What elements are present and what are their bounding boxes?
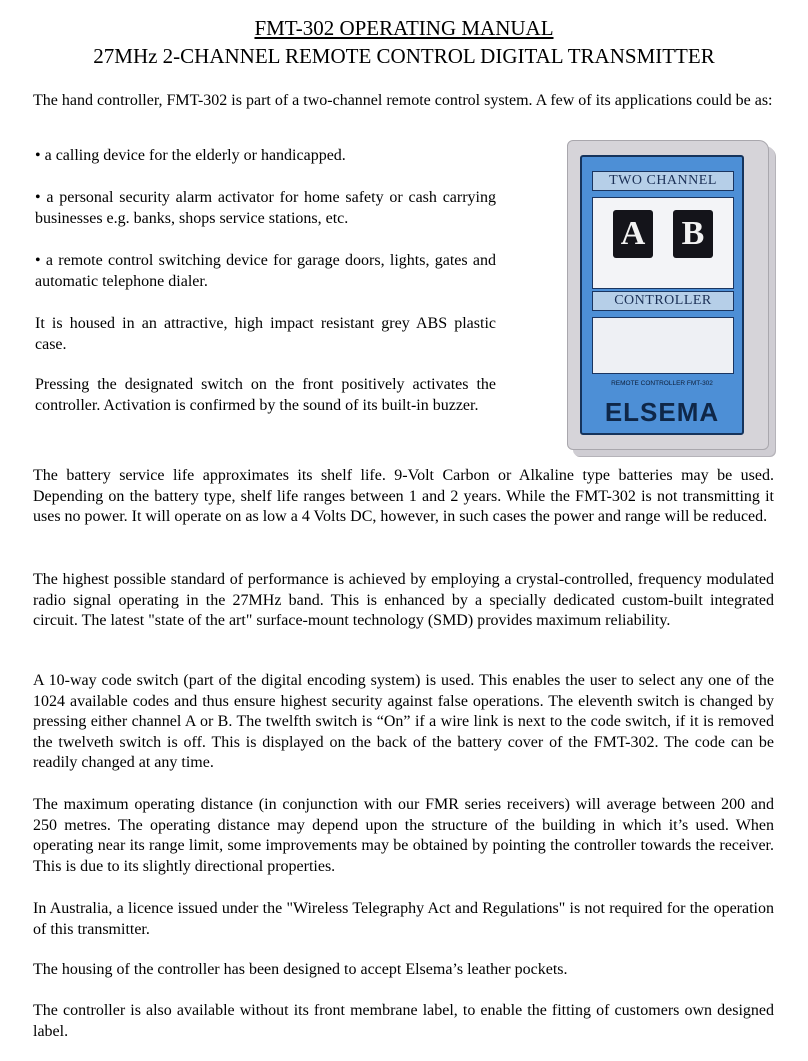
manual-subtitle: 27MHz 2-CHANNEL REMOTE CONTROL DIGITAL TRANSMITTER bbox=[93, 44, 715, 68]
distance-paragraph: The maximum operating distance (in conjunction with our FMR series receivers) will average between 200 and 250 metres. The operating distance may depend upon the structure of the building in which it’s used. When operating near its range limit, some improvements may be obtained by pointing the controller towards the receiver. This is due to its slightly directional properties. bbox=[33, 796, 774, 875]
housing-paragraph: It is housed in an attractive, high impact resistant grey ABS plastic case. bbox=[35, 315, 496, 353]
remote-case bbox=[567, 140, 769, 450]
remote-model-text: REMOTE CONTROLLER FMT-302 bbox=[611, 380, 713, 387]
intro-paragraph: The hand controller, FMT-302 is part of a two-channel remote control system. A few of its applications could be as: bbox=[33, 92, 773, 109]
remote-mid-label: CONTROLLER bbox=[592, 291, 734, 311]
remote-blank-panel bbox=[592, 317, 734, 374]
bullet-item-switching: • a remote control switching device for garage doors, lights, gates and automatic telephone dialer. bbox=[35, 252, 496, 290]
remote-key-b: B bbox=[673, 210, 713, 258]
code-switch-paragraph: A 10-way code switch (part of the digital encoding system) is used. This enables the user to select any one of the 1024 available codes and thus ensure highest security against false operations. The eleventh switch is changed by pressing either channel A or B. The twelfth switch is “On” if a wire link is next to the code switch, if it is removed the twelveth switch is off. This is displayed on the back of the battery cover of the FMT-302. The code can be readily changed at any time. bbox=[33, 672, 774, 772]
remote-brand-logo: ELSEMA bbox=[604, 397, 720, 427]
activation-paragraph: Pressing the designated switch on the front positively activates the controller. Activation is confirmed by the sound of its built-in buzzer. bbox=[35, 376, 496, 414]
pockets-paragraph: The housing of the controller has been designed to accept Elsema’s leather pockets. bbox=[33, 961, 568, 978]
performance-paragraph: The highest possible standard of performance is achieved by employing a crystal-controlled, frequency modulated radio signal operating in the 27MHz band. This is enhanced by a specially dedicated custom-built integrated circuit. The latest "state of the art" surface-mount technology (SMD) provides maximum reliability. bbox=[33, 571, 774, 630]
bullet-item-calling: • a calling device for the elderly or handicapped. bbox=[35, 147, 346, 164]
remote-control-illustration bbox=[567, 140, 777, 455]
remote-keypad bbox=[592, 197, 734, 289]
manual-title: FMT-302 OPERATING MANUAL bbox=[254, 16, 554, 40]
battery-paragraph: The battery service life approximates its shelf life. 9-Volt Carbon or Alkaline type batteries may be used. Depending on the battery type, shelf life ranges between 1 and 2 years. While the FMT-302 is not transmitting it uses no power. It will operate on as low a 4 Volts DC, however, in such cases the power and range will be reduced. bbox=[33, 467, 774, 526]
membrane-paragraph: The controller is also available without its front membrane label, to enable the fitting of customers own designed label. bbox=[33, 1002, 774, 1040]
remote-face-label bbox=[580, 155, 744, 435]
licence-paragraph: In Australia, a licence issued under the "Wireless Telegraphy Act and Regulations" is not required for the operation of this transmitter. bbox=[33, 900, 774, 938]
remote-top-label: TWO CHANNEL bbox=[592, 171, 734, 191]
bullet-item-security: • a personal security alarm activator for home safety or cash carrying businesses e.g. banks, shops service stations, etc. bbox=[35, 189, 496, 227]
remote-key-a: A bbox=[613, 210, 653, 258]
